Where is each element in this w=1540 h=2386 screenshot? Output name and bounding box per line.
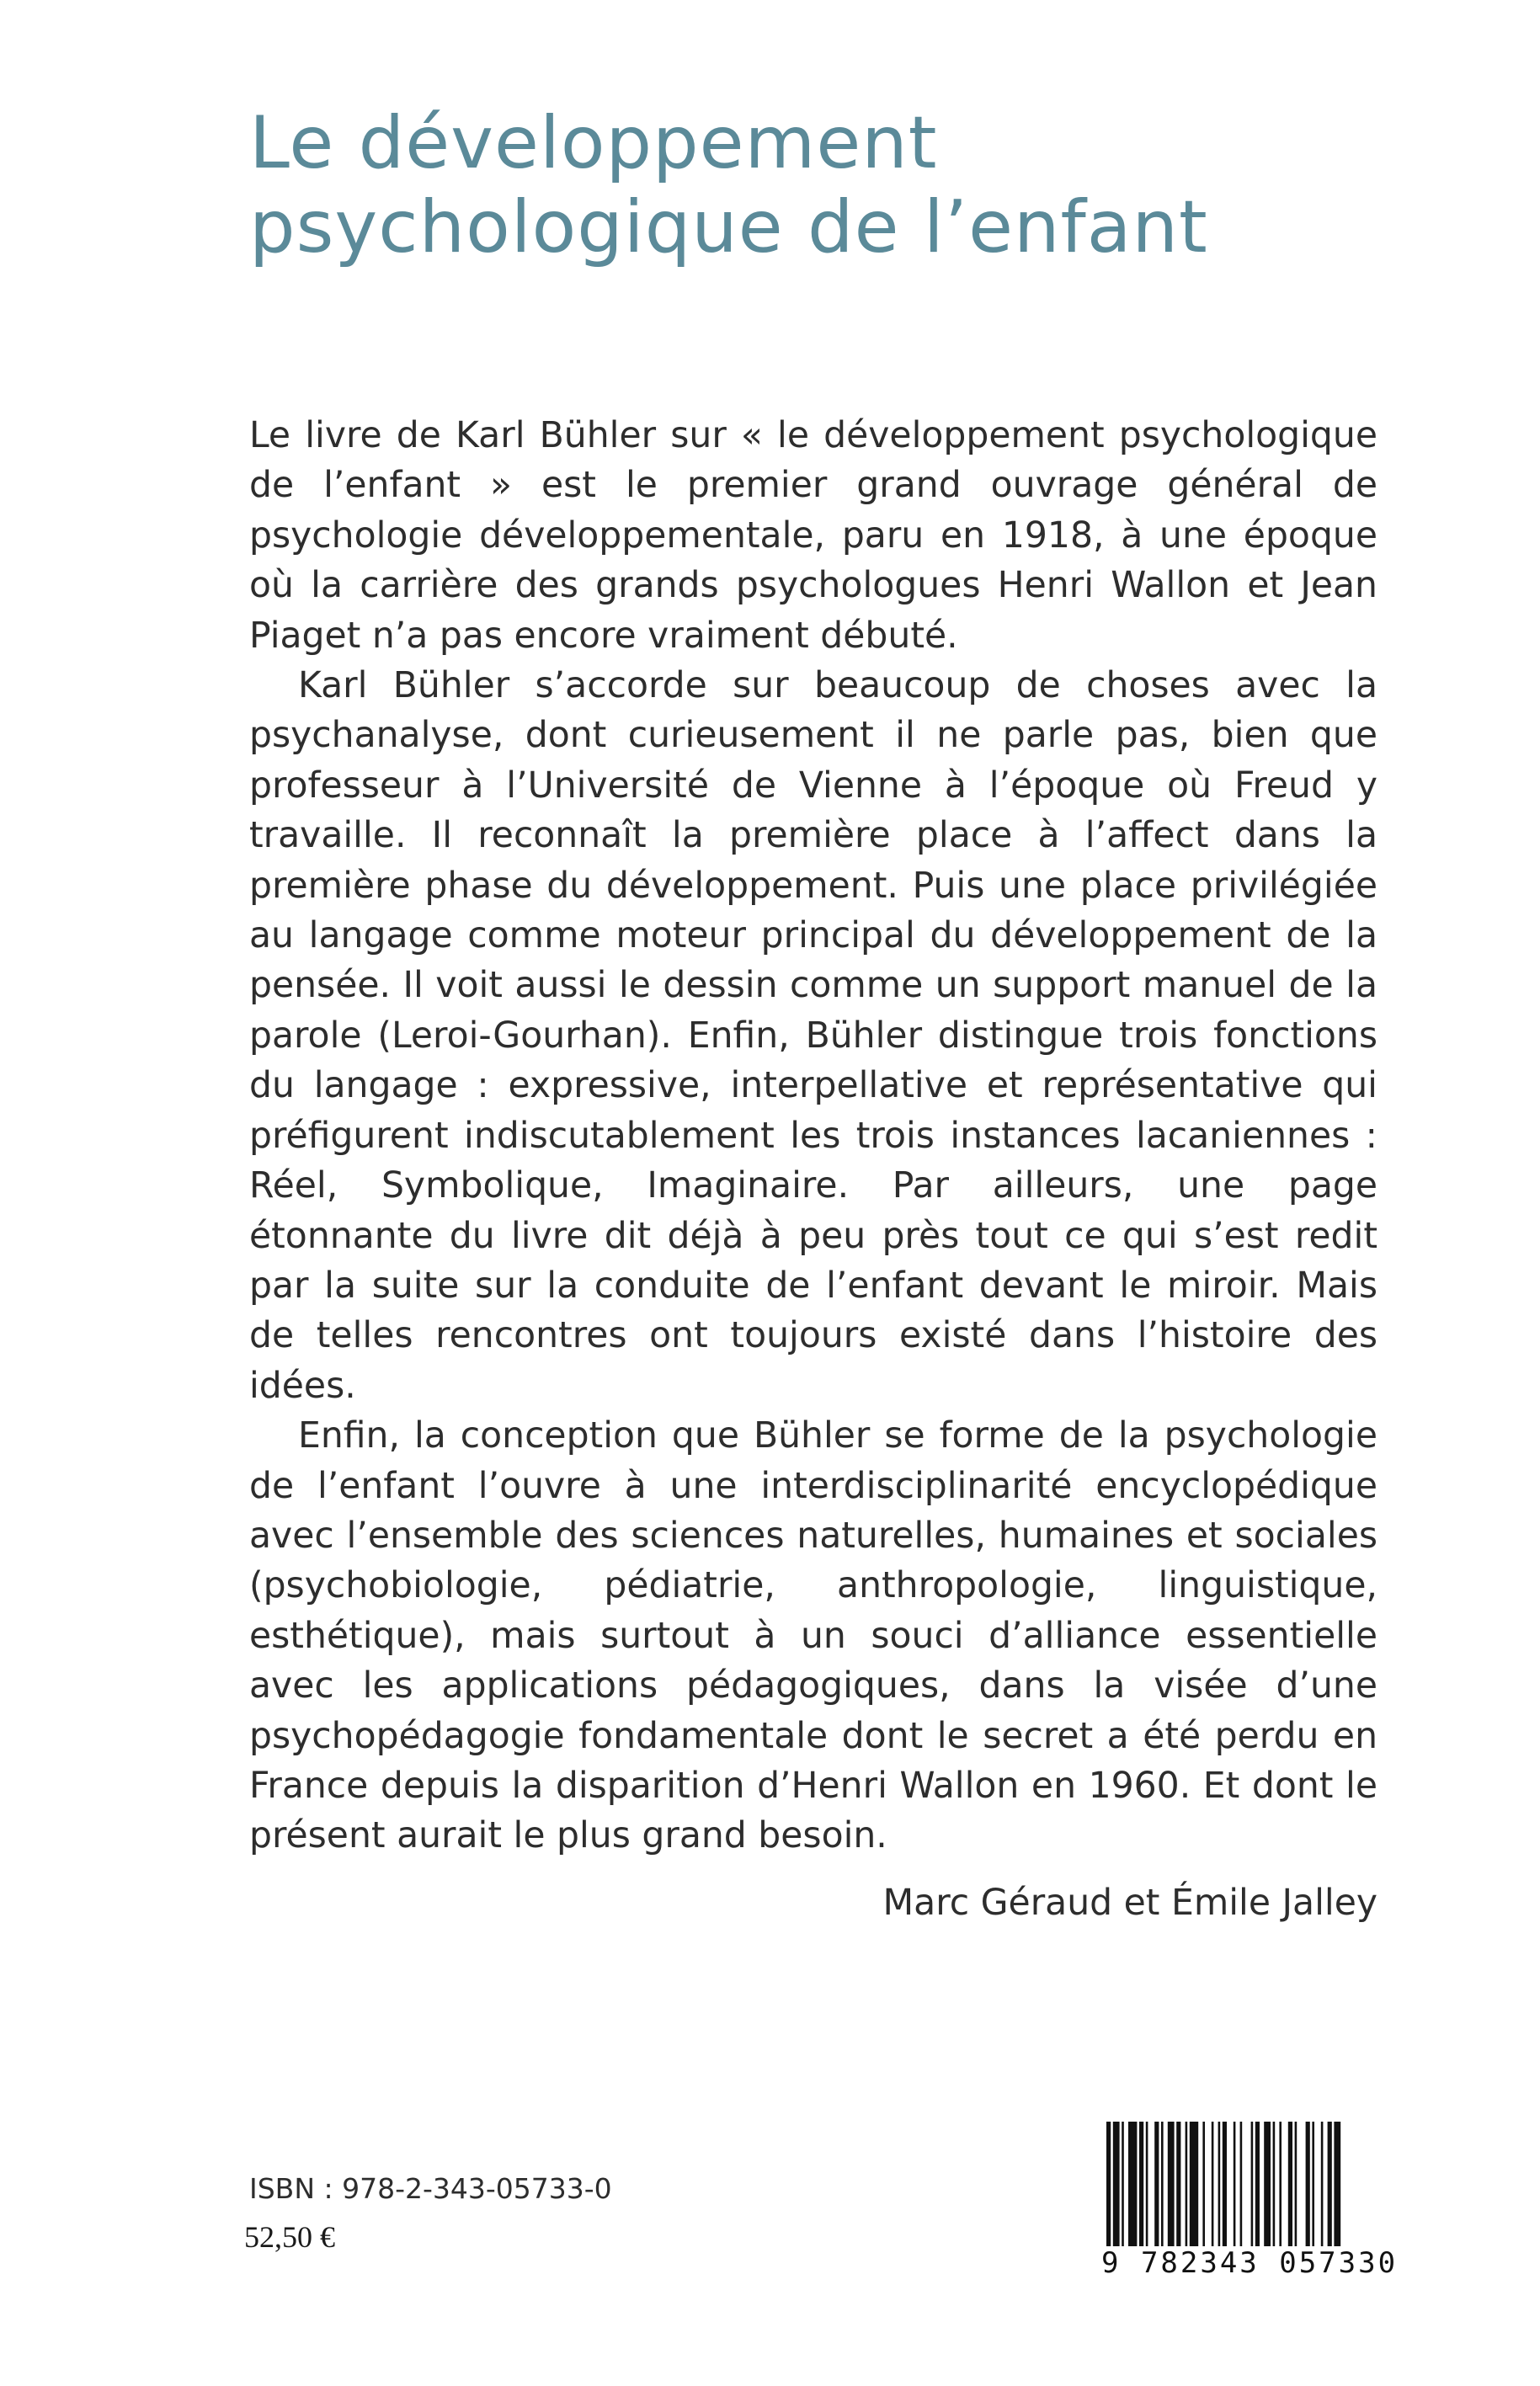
barcode-bar [1146, 2122, 1148, 2256]
barcode-bar [1273, 2122, 1276, 2256]
barcode-bar [1154, 2122, 1159, 2256]
blurb [249, 411, 1377, 1928]
price-text: 52,50 € [244, 2220, 335, 2254]
barcode-bar [1312, 2122, 1314, 2256]
barcode-bar [1122, 2122, 1124, 2256]
isbn-text: ISBN : 978-2-343-05733-0 [249, 2172, 612, 2205]
barcode-bar [1295, 2122, 1298, 2256]
barcode-bar [1218, 2122, 1221, 2256]
barcode-bar [1106, 2122, 1111, 2256]
barcode-bar [1128, 2122, 1137, 2256]
barcode-bar [1168, 2122, 1175, 2256]
title-line-2: psychologique de l’enfant [249, 185, 1208, 269]
barcode-bar [1202, 2122, 1205, 2256]
barcode-bar [1190, 2122, 1198, 2256]
authors-signature: Marc Géraud et Émile Jalley [882, 1882, 1377, 1924]
barcode-bar [1288, 2122, 1292, 2256]
barcode-bar [1264, 2122, 1271, 2256]
barcode-bar [1186, 2122, 1188, 2256]
barcode-bar [1251, 2122, 1254, 2256]
barcode-bar [1161, 2122, 1164, 2256]
barcode-bar [1279, 2122, 1282, 2256]
book-title [249, 101, 1428, 269]
barcode-digits: 9 782343 057330 [1101, 2246, 1399, 2280]
barcode-bar [1234, 2122, 1236, 2256]
barcode-bar [1139, 2122, 1143, 2256]
barcode-bar [1255, 2122, 1260, 2256]
barcode-bar [1176, 2122, 1180, 2256]
title-line-1: Le développement [249, 101, 938, 185]
barcode-bar [1321, 2122, 1324, 2256]
barcode-bars-icon [1101, 2122, 1388, 2256]
barcode-bar [1223, 2122, 1227, 2256]
barcode [1101, 2122, 1399, 2282]
barcode-bar [1328, 2122, 1332, 2256]
barcode-bar [1240, 2122, 1243, 2256]
barcode-bar [1306, 2122, 1310, 2256]
barcode-bar [1334, 2122, 1340, 2256]
blurb-paragraph-1: Le livre de Karl Bühler sur « le développement psychologique de l’enfant » est le premier grand ouvrage général de psychologie développementale, paru en 1918, à une époque où la carrière des grands psychologues Henri Wallon et Jean Piaget n’a pas encore vraiment débuté. [249, 415, 1377, 657]
barcode-bar [1113, 2122, 1120, 2256]
blurb-paragraph-3: Enfin, la conception que Bühler se forme de la psychologie de l’enfant l’ouvre à une interdisciplinarité encyclopédique avec l’ensemble des sciences naturelles, humaines et sociales (psychobiologie, pédiatrie, anthropologie, linguistique, esthétique), mais surtout à un souci d’alliance essentielle avec les applications pédagogiques, dans la visée d’une psychopédagogie fondamentale dont le secret a été perdu en France depuis la disparition d’Henri Wallon en 1960. Et dont le présent aurait le plus grand besoin. [249, 1415, 1377, 1857]
blurb-paragraph-2: Karl Bühler s’accorde sur beaucoup de choses avec la psychanalyse, dont curieusement il ne parle pas, bien que professeur à l’Université de Vienne à l’époque où Freud y travaille. Il reconnaît la première place à l’affect dans la première phase du développement. Puis une place privilégiée au langage comme moteur principal du développement de la pensée. Il voit aussi le dessin comme un support manuel de la parole (Leroi-Gourhan). Enfin, Bühler distingue trois fonctions du langage : expressive, interpellative et représentative qui préfigurent indiscutablement les trois instances lacaniennes : Réel, Symbolique, Imaginaire. Par ailleurs, une page étonnante du livre dit déjà à peu près tout ce qui s’est redit par la suite sur la conduite de l’enfant devant le miroir. Mais de telles rencontres ont toujours existé dans l’histoire des idées. [249, 665, 1377, 1407]
barcode-bar [1212, 2122, 1214, 2256]
